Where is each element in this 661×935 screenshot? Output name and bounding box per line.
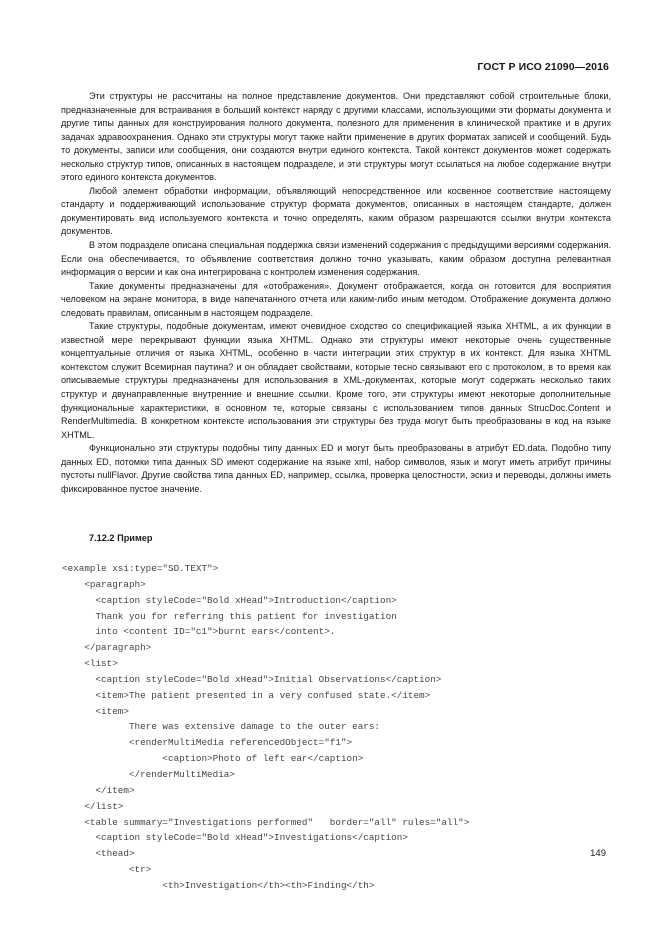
- document-header: ГОСТ Р ИСО 21090—2016: [477, 61, 609, 73]
- code-line: <paragraph>: [62, 578, 146, 590]
- code-line: <list>: [62, 658, 118, 670]
- code-line: <thead>: [62, 848, 135, 860]
- paragraph: Такие структуры, подобные документам, имеют очевидное сходство со спецификацией языка XHTML, а их функции в известной мере перекрывают функции языка XHTML. Однако эти структуры имеют некоторые очень существенные концептуальные отличия от языка XHTML, особенно в части интеграции этих структур в их контекст. Для языка XHTML контекстом служит Всемирная паутина? и он обладает свойствами, которые тесно связывают его с протоколом, в то время как описываемые структуры предназначены для использования в XML-документах, которые могут содержать несколько таких структур и двунаправленные внутренние и внешние ссылки. Кроме того, эти структуры имеют некоторые дополнительные функциональные характеристики, в основном те, которые связаны с использованием типов данных StrucDoc.Content и RenderMultimedia. В конкретном контексте использования эти структуры без труда могут быть преобразованы в код на языке XHTML.: [61, 321, 611, 440]
- code-line: There was extensive damage to the outer ears:: [62, 721, 381, 733]
- section-heading: 7.12.2 Пример: [89, 533, 153, 543]
- code-line: Thank you for referring this patient for investigation: [62, 610, 397, 622]
- code-line: </item>: [62, 784, 135, 796]
- code-line: </paragraph>: [62, 642, 152, 654]
- code-line: <th>Investigation</th><th>Finding</th>: [62, 879, 375, 891]
- code-line: <renderMultiMedia referencedObject="f1">: [62, 737, 353, 749]
- code-line: </list>: [62, 800, 124, 812]
- paragraph: Функционально эти структуры подобны типу данных ED и могут быть преобразованы в атрибут ED.data. Подобно типу данных ED, потомки типа данных SD имеют содержание на языке xml, набор символов, язык и могут иметь атрибут причины пустоты nullFlavor. Другие свойства типа данных ED, например, ссылка, проверка целостности, эскиз и переводы, должны иметь фиксированное пустое значение.: [61, 443, 611, 494]
- code-line: <example xsi:type="SD.TEXT">: [62, 563, 219, 574]
- code-line: <caption>Photo of left ear</caption>: [62, 753, 364, 765]
- paragraph: Любой элемент обработки информации, объявляющий непосредственное или косвенное соответствие настоящему стандарту и поддерживающий использование структур формата документов, описанных в настоящем стандарте, должен документировать вид используемого контекста и точно определять, каким образом разрешаются ссылки внутри контекста документов.: [61, 185, 611, 237]
- code-line: <item>: [62, 705, 129, 717]
- code-line: <table summary="Investigations performed" border="all" rules="all">: [62, 816, 470, 828]
- code-line: <caption styleCode="Bold xHead">Introduction</caption>: [62, 594, 397, 606]
- code-line: <item>The patient presented in a very confused state.</item>: [62, 689, 431, 701]
- code-line: into <content ID="c1">burnt ears</content>.: [62, 626, 336, 638]
- code-line: </renderMultiMedia>: [62, 768, 235, 780]
- paragraph: В этом подразделе описана специальная поддержка связи изменений содержания с предыдущими версиями содержания. Если она обеспечивается, то объявление соответствия должно точно указывать, каким образом доступна релевантная информация о версии и как она интегрирована с контролем изменения содержания.: [61, 240, 611, 278]
- code-line: <caption styleCode="Bold xHead">Initial Observations</caption>: [62, 673, 442, 685]
- code-line: <caption styleCode="Bold xHead">Investigations</caption>: [62, 832, 408, 844]
- body-text: [61, 90, 611, 496]
- paragraph: Такие документы предназначены для «отображения». Документ отображается, когда он готовится для восприятия человеком на экране монитора, в виде напечатанного отчета или каким-либо иным методом. Отображение документа должно следовать правилам, описанным в настоящем подразделе.: [61, 280, 611, 318]
- paragraph: Эти структуры не рассчитаны на полное представление документов. Они представляют собой строительные блоки, предназначенные для встраивания в больший контекст наряду с другими классами, использующими эти форматы документа и другие типы данных для конструирования полного документа, полезного для применения в клинической практике и в других задачах здравоохранения. Однако эти структуры могут также найти применение в других форматах записей и сообщений. Будь то документы, записи или сообщения, они создаются внутри единого контекста. Такой контекст документов может содержать несколько структур типов, описанных в настоящем подразделе, и эти структуры могут ссылаться на любое содержание внутри этого единого контекста документов.: [61, 91, 611, 183]
- code-line: <tr>: [62, 864, 152, 876]
- code-example: [62, 561, 622, 894]
- page-number: 149: [590, 848, 606, 859]
